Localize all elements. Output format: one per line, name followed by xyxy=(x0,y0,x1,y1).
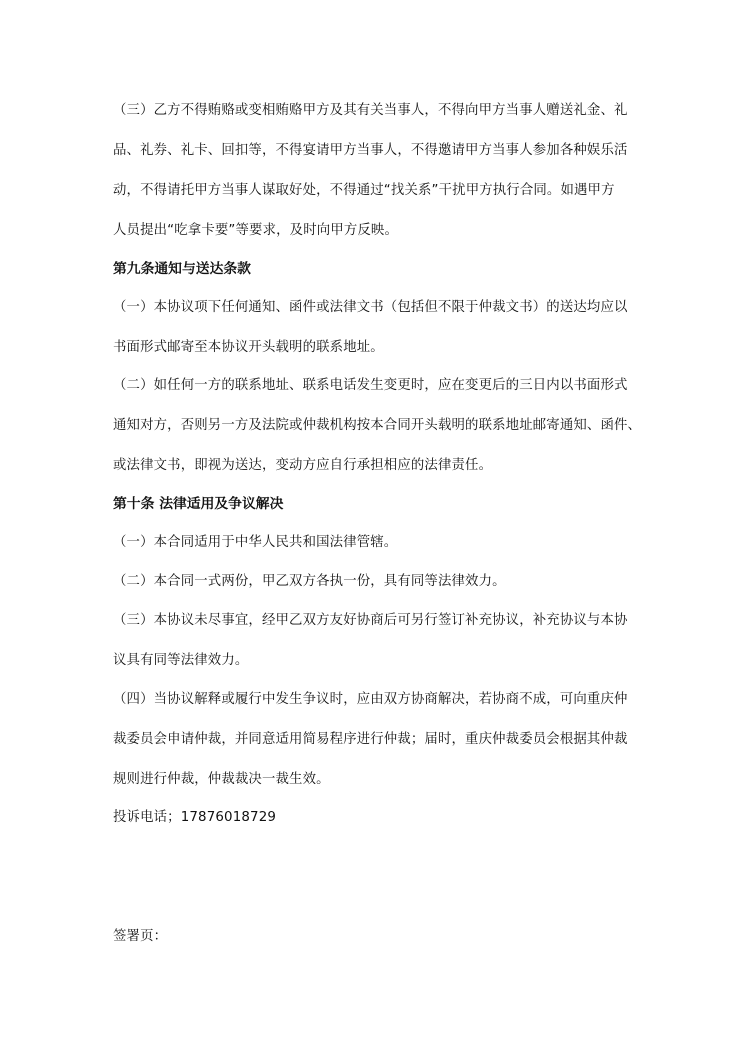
text-line: 投诉电话；17876018729 xyxy=(113,810,277,825)
section10-item2-paragraph xyxy=(113,562,641,602)
section10-heading: 第十条 法律适用及争议解决 xyxy=(113,496,284,512)
text-line: 签署页： xyxy=(113,929,168,944)
text-line: （三）本协议未尽事宜，经甲乙双方友好协商后可另行签订补充协议，补充协议与本协 xyxy=(113,613,628,628)
text-line: （二）本合同一式两份，甲乙双方各执一份，具有同等法律效力。 xyxy=(113,574,506,589)
text-line: 规则进行仲裁，仲裁裁决一裁生效。 xyxy=(113,772,330,787)
text-line: （一）本合同适用于中华人民共和国法律管辖。 xyxy=(113,535,398,550)
section9-heading: 第九条通知与送达条款 xyxy=(113,261,251,277)
text-line: 品、礼券、礼卡、回扣等，不得宴请甲方当事人，不得邀请甲方当事人参加各种娱乐活 xyxy=(113,143,628,158)
section10-item3-paragraph xyxy=(113,601,641,681)
section8-item3-paragraph xyxy=(113,91,641,251)
section10-item1-paragraph xyxy=(113,523,641,563)
text-line: （三）乙方不得贿赂或变相贿赂甲方及其有关当事人，不得向甲方当事人赠送礼金、礼 xyxy=(113,103,628,118)
section9-item1-paragraph xyxy=(113,288,641,368)
section10-item4-paragraph xyxy=(113,680,641,800)
text-line: 或法律文书，即视为送达，变动方应自行承担相应的法律责任。 xyxy=(113,458,493,473)
text-line: 人员提出“吃拿卡要”等要求，及时向甲方反映。 xyxy=(113,223,398,238)
text-line: 通知对方，否则另一方及法院或仲裁机构按本合同开头载明的联系地址邮寄通知、函件、 xyxy=(113,418,642,433)
text-line: （二）如任何一方的联系地址、联系电话发生变更时，应在变更后的三日内以书面形式 xyxy=(113,378,628,393)
signature-page-label xyxy=(113,917,641,957)
text-line: 裁委员会申请仲裁，并同意适用简易程序进行仲裁；届时，重庆仲裁委员会根据其仲裁 xyxy=(113,732,628,747)
text-line: （四）当协议解释或履行中发生争议时，应由双方协商解决，若协商不成，可向重庆仲 xyxy=(113,692,628,707)
text-line: （一）本协议项下任何通知、函件或法律文书（包括但不限于仲裁文书）的送达均应以 xyxy=(113,300,628,315)
complaint-phone xyxy=(113,798,641,838)
section9-item2-paragraph xyxy=(113,366,641,486)
text-line: 议具有同等法律效力。 xyxy=(113,653,249,668)
text-line: 书面形式邮寄至本协议开头载明的联系地址。 xyxy=(113,340,384,355)
text-line: 动，不得请托甲方当事人谋取好处，不得通过“找关系”干扰甲方执行合同。如遇甲方 xyxy=(113,183,615,198)
